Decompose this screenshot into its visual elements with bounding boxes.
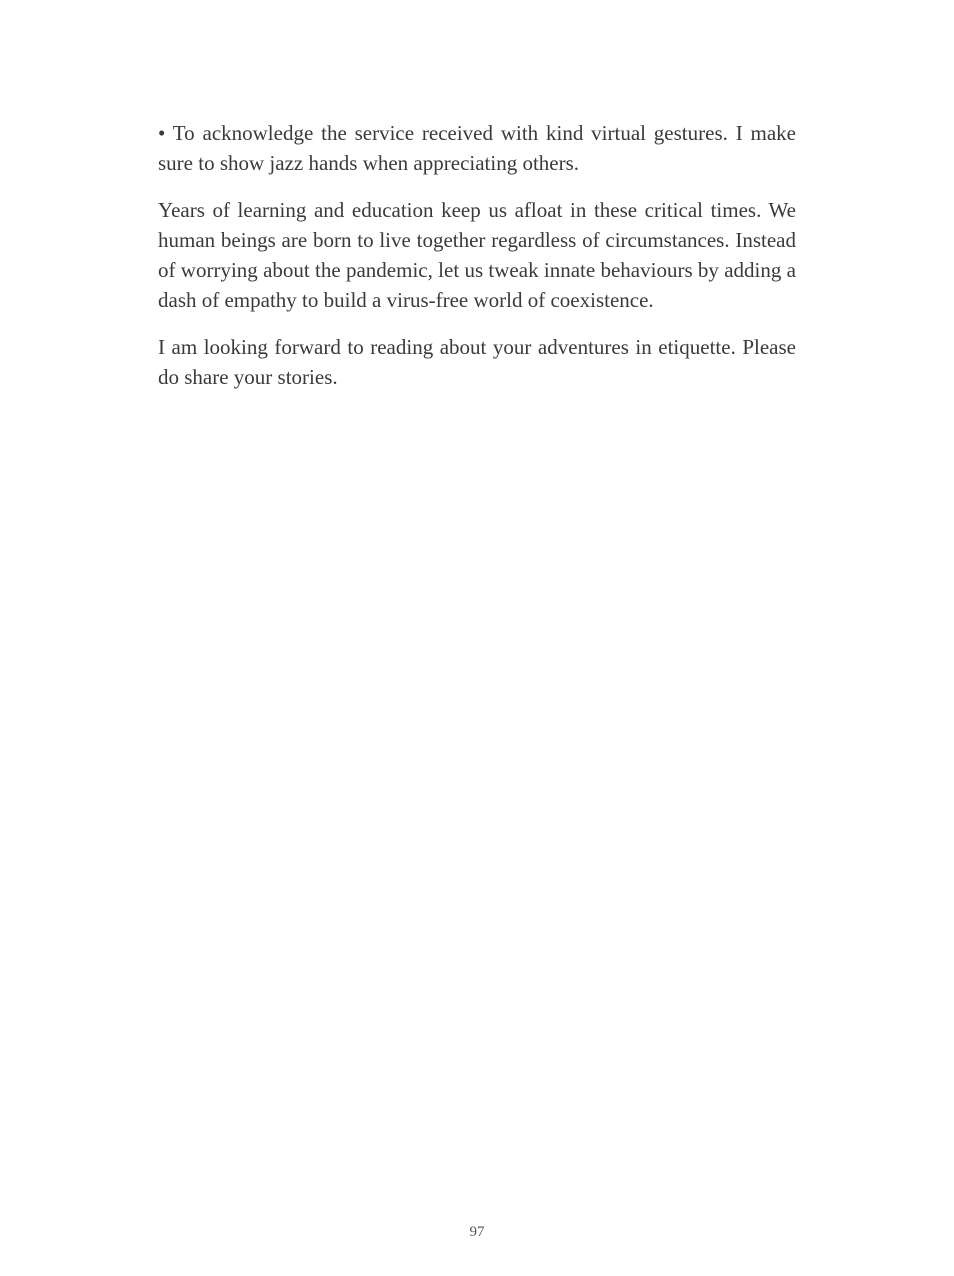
body-text [158, 118, 796, 409]
paragraph-learning: Years of learning and education keep us afloat in these critical times. We human beings are born to live together regardless of circumstances. Instead of worrying about the pandemic, let us tweak innate behaviours by adding a dash of empathy to build a virus-free world of coexistence. [158, 198, 796, 312]
paragraph-closing: I am looking forward to reading about your adventures in etiquette. Please do share your stories. [158, 335, 796, 389]
bullet-paragraph: • To acknowledge the service received with kind virtual gestures. I make sure to show jazz hands when appreciating others. [158, 121, 796, 175]
page-number: 97 [469, 1224, 485, 1240]
